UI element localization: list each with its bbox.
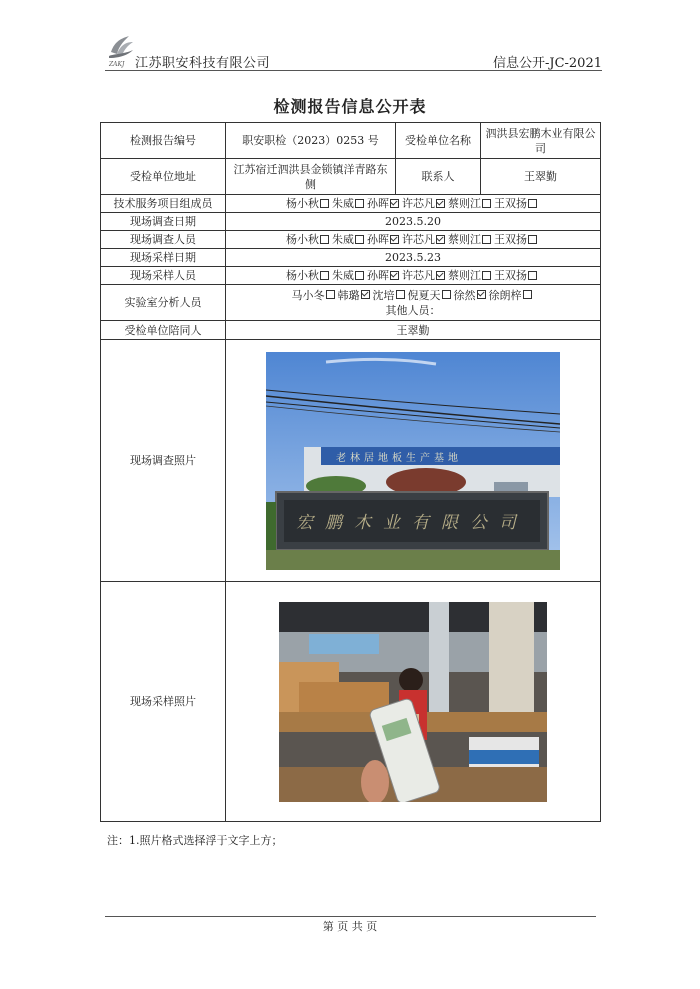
- staff-name: 朱威: [332, 197, 354, 210]
- header-divider: [105, 70, 602, 71]
- contact-value: 王翠勤: [481, 159, 601, 195]
- document-number: 信息公开-JC-2021: [492, 56, 602, 71]
- checkbox-icon: [523, 290, 532, 299]
- staff-name: 王双扬: [494, 197, 527, 210]
- checkbox-icon: [396, 290, 405, 299]
- staff-name: 孙晖: [367, 197, 389, 210]
- unit-name-value: 泗洪县宏鹏木业有限公司: [481, 123, 601, 159]
- staff-name: 蔡则江: [448, 233, 481, 246]
- table-row: [101, 321, 601, 340]
- sampling-photo: [279, 602, 547, 802]
- checkbox-icon: [355, 271, 364, 280]
- table-row: [101, 123, 601, 159]
- survey-date-value: 2023.5.20: [226, 213, 601, 231]
- survey-date-label: 现场调查日期: [101, 213, 226, 231]
- staff-name: 徐然: [453, 288, 476, 302]
- survey-staff-label: 现场调查人员: [101, 231, 226, 249]
- checked-checkbox-icon: [390, 271, 399, 280]
- staff-name: 韩璐: [337, 288, 360, 302]
- checked-checkbox-icon: [390, 199, 399, 208]
- staff-name: 王双扬: [494, 269, 527, 282]
- checkbox-icon: [320, 271, 329, 280]
- table-row: [101, 582, 601, 822]
- staff-name: 马小冬: [291, 288, 325, 302]
- checked-checkbox-icon: [361, 290, 370, 299]
- staff-name: 孙晖: [367, 269, 389, 282]
- contact-label: 联系人: [396, 159, 481, 195]
- survey-sign-top-text: 老林居地板生产基地: [336, 452, 462, 464]
- staff-name: 许芯凡: [402, 197, 435, 210]
- lab-other-label: 其他人员：: [385, 303, 441, 317]
- table-row: [101, 213, 601, 231]
- table-row: [101, 340, 601, 582]
- unit-name-label: 受检单位名称: [396, 123, 481, 159]
- survey-sign-main-text: 宏鹏木业有限公司: [296, 512, 528, 533]
- staff-name: 朱威: [332, 269, 354, 282]
- report-table: [100, 122, 601, 822]
- checked-checkbox-icon: [436, 271, 445, 280]
- survey-photo: [266, 352, 560, 570]
- checkbox-icon: [320, 199, 329, 208]
- table-row: [101, 267, 601, 285]
- checked-checkbox-icon: [390, 235, 399, 244]
- sampling-staff-label: 现场采样人员: [101, 267, 226, 285]
- checkbox-icon: [528, 235, 537, 244]
- sampling-staff-list: [226, 267, 601, 285]
- staff-name: 蔡则江: [448, 269, 481, 282]
- escort-label: 受检单位陪同人: [101, 321, 226, 340]
- address-label: 受检单位地址: [101, 159, 226, 195]
- report-no-label: 检测报告编号: [101, 123, 226, 159]
- checkbox-icon: [482, 271, 491, 280]
- staff-name: 徐朗梓: [488, 288, 522, 302]
- table-row: [101, 195, 601, 213]
- table-row: [101, 231, 601, 249]
- staff-name: 杨小秋: [286, 233, 319, 246]
- checked-checkbox-icon: [436, 199, 445, 208]
- checked-checkbox-icon: [436, 235, 445, 244]
- checkbox-icon: [528, 271, 537, 280]
- survey-staff-list: [226, 231, 601, 249]
- sampling-photo-cell: [226, 582, 601, 822]
- company-name: 江苏职安科技有限公司: [135, 56, 271, 71]
- lab-label: 实验室分析人员: [101, 285, 226, 321]
- checkbox-icon: [320, 235, 329, 244]
- team-staff-list: [226, 195, 601, 213]
- staff-name: 沈培: [372, 288, 395, 302]
- lab-staff-cell: [226, 285, 601, 321]
- company-logo: [105, 32, 137, 68]
- footer-divider: [105, 916, 596, 917]
- survey-photo-label: 现场调查照片: [101, 340, 226, 582]
- staff-name: 孙晖: [367, 233, 389, 246]
- checkbox-icon: [482, 235, 491, 244]
- footnote: 注：1.照片格式选择浮于文字上方；: [107, 834, 283, 847]
- lab-staff-list: [229, 288, 597, 303]
- checkbox-icon: [482, 199, 491, 208]
- staff-name: 王双扬: [494, 233, 527, 246]
- checkbox-icon: [326, 290, 335, 299]
- page-footer: 第 页 共 页: [322, 920, 378, 933]
- sampling-date-label: 现场采样日期: [101, 249, 226, 267]
- checkbox-icon: [355, 199, 364, 208]
- checkbox-icon: [442, 290, 451, 299]
- address-value: 江苏宿迁泗洪县金锁镇洋青路东侧: [226, 159, 396, 195]
- table-row: [101, 285, 601, 321]
- report-no-value: 职安职检（2023）0253 号: [226, 123, 396, 159]
- sampling-date-value: 2023.5.23: [226, 249, 601, 267]
- staff-name: 许芯凡: [402, 269, 435, 282]
- sampling-photo-label: 现场采样照片: [101, 582, 226, 822]
- table-row: [101, 159, 601, 195]
- checkbox-icon: [528, 199, 537, 208]
- staff-name: 蔡则江: [448, 197, 481, 210]
- staff-name: 朱威: [332, 233, 354, 246]
- staff-name: 许芯凡: [402, 233, 435, 246]
- escort-value: 王翠勤: [226, 321, 601, 340]
- checked-checkbox-icon: [477, 290, 486, 299]
- page-title: 检测报告信息公开表: [273, 97, 427, 116]
- staff-name: 杨小秋: [286, 197, 319, 210]
- table-row: [101, 249, 601, 267]
- team-label: 技术服务项目组成员: [101, 195, 226, 213]
- staff-name: 倪夏天: [407, 288, 441, 302]
- checkbox-icon: [355, 235, 364, 244]
- page-header: [105, 30, 602, 74]
- survey-photo-cell: [226, 340, 601, 582]
- logo-text: ZAKJ: [109, 61, 125, 68]
- staff-name: 杨小秋: [286, 269, 319, 282]
